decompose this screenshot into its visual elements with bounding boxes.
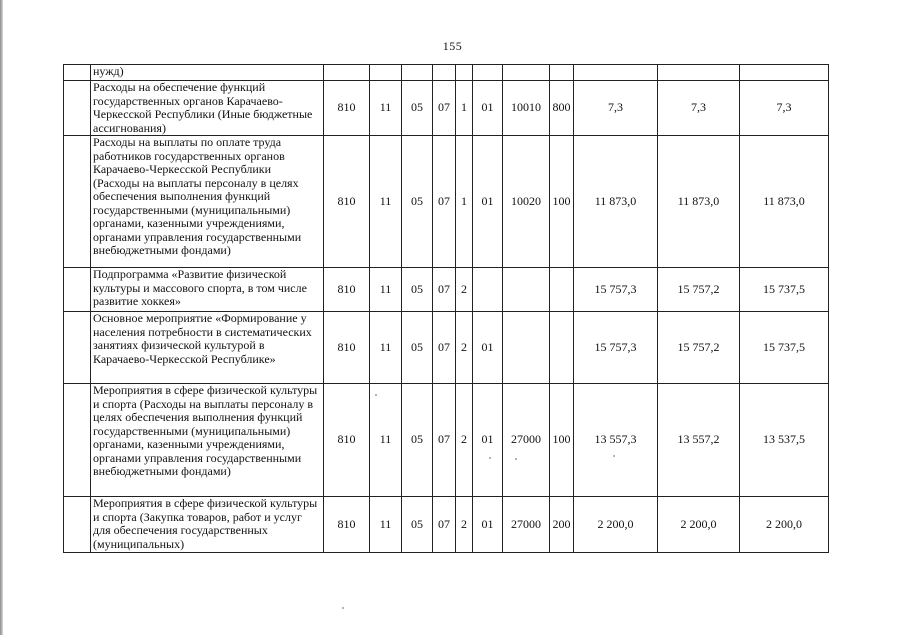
scan-speck	[613, 455, 615, 457]
col-direction-cell	[503, 312, 550, 384]
col-gov-cell: 810	[324, 268, 370, 312]
col-program-cell: 07	[433, 81, 456, 136]
amount-year-1-cell: 15 757,3	[574, 312, 658, 384]
col-gov-cell	[324, 65, 370, 81]
amount-year-1-cell: 11 873,0	[574, 136, 658, 268]
col-section-cell: 11	[370, 384, 402, 497]
col-gov-cell: 810	[324, 81, 370, 136]
amount-year-2-cell	[658, 65, 740, 81]
col-gov-cell: 810	[324, 136, 370, 268]
amount-year-1-cell: 7,3	[574, 81, 658, 136]
col-event-cell: 01	[473, 312, 503, 384]
col-gov-cell: 810	[324, 312, 370, 384]
col-event-cell: 01	[473, 497, 503, 553]
col-program-cell: 07	[433, 268, 456, 312]
col-direction-cell: 27000	[503, 384, 550, 497]
table-row	[64, 136, 829, 268]
amount-year-1-cell: 15 757,3	[574, 268, 658, 312]
col-subprogram-cell: 2	[456, 497, 473, 553]
table-row	[64, 497, 829, 553]
col-direction-cell: 27000	[503, 497, 550, 553]
scan-speck	[375, 394, 377, 396]
col-section-cell	[370, 65, 402, 81]
col-subprogram-cell	[456, 65, 473, 81]
col-event-cell: 01	[473, 136, 503, 268]
amount-year-3-cell	[740, 65, 829, 81]
item-name-cell: Расходы на выплаты по оплате труда работников государственных органов Карачаево-Черкесской Республики (Расходы на выплаты персоналу в целях обеспечения выполнения функций государственными (муниципальными) органами, казенными учреждениями, органами управления государственными внебюджетными фондами)	[91, 136, 324, 268]
amount-year-3-cell: 13 537,5	[740, 384, 829, 497]
amount-year-1-cell: 13 557,3	[574, 384, 658, 497]
table-row	[64, 268, 829, 312]
row-number-cell	[64, 268, 91, 312]
col-subsection-cell: 05	[402, 81, 433, 136]
table-row	[64, 384, 829, 497]
scan-speck	[489, 457, 491, 459]
amount-year-2-cell: 7,3	[658, 81, 740, 136]
col-subprogram-cell: 2	[456, 268, 473, 312]
col-expense-type-cell: 100	[550, 136, 574, 268]
col-subsection-cell	[402, 65, 433, 81]
col-subsection-cell: 05	[402, 384, 433, 497]
col-direction-cell: 10010	[503, 81, 550, 136]
col-subsection-cell: 05	[402, 136, 433, 268]
amount-year-2-cell: 15 757,2	[658, 312, 740, 384]
row-number-cell	[64, 497, 91, 553]
col-expense-type-cell	[550, 268, 574, 312]
col-expense-type-cell: 200	[550, 497, 574, 553]
amount-year-2-cell: 2 200,0	[658, 497, 740, 553]
table-body	[64, 65, 829, 553]
item-name-cell: Мероприятия в сфере физической культуры и спорта (Закупка товаров, работ и услуг для обеспечения государственных (муниципальных)	[91, 497, 324, 553]
item-name-cell: Мероприятия в сфере физической культуры и спорта (Расходы на выплаты персоналу в целях обеспечения выполнения функций государственными (муниципальными) органами, казенными учреждениями, органами управления государственными внебюджетными фондами)	[91, 384, 324, 497]
amount-year-3-cell: 2 200,0	[740, 497, 829, 553]
col-section-cell: 11	[370, 136, 402, 268]
col-expense-type-cell: 800	[550, 81, 574, 136]
col-event-cell: 01	[473, 81, 503, 136]
scan-speck	[342, 607, 344, 609]
item-name-cell: Расходы на обеспечение функций государственных органов Карачаево-Черкесской Республики (Иные бюджетные ассигнования)	[91, 81, 324, 136]
col-section-cell: 11	[370, 312, 402, 384]
col-program-cell: 07	[433, 136, 456, 268]
col-program-cell: 07	[433, 497, 456, 553]
col-subprogram-cell: 2	[456, 384, 473, 497]
amount-year-2-cell: 13 557,2	[658, 384, 740, 497]
item-name-cell: Подпрограмма «Развитие физической культуры и массового спорта, в том числе развитие хоккея»	[91, 268, 324, 312]
table-row	[64, 65, 829, 81]
col-direction-cell	[503, 65, 550, 81]
col-expense-type-cell: 100	[550, 384, 574, 497]
row-number-cell	[64, 312, 91, 384]
col-gov-cell: 810	[324, 497, 370, 553]
amount-year-3-cell: 15 737,5	[740, 268, 829, 312]
page-number: 155	[442, 39, 463, 53]
col-program-cell: 07	[433, 312, 456, 384]
amount-year-1-cell	[574, 65, 658, 81]
col-event-cell	[473, 268, 503, 312]
amount-year-3-cell: 7,3	[740, 81, 829, 136]
col-gov-cell: 810	[324, 384, 370, 497]
col-expense-type-cell	[550, 65, 574, 81]
table-row	[64, 81, 829, 136]
amount-year-2-cell: 15 757,2	[658, 268, 740, 312]
col-direction-cell	[503, 268, 550, 312]
col-event-cell	[473, 65, 503, 81]
row-number-cell	[64, 384, 91, 497]
col-direction-cell: 10020	[503, 136, 550, 268]
col-subprogram-cell: 1	[456, 81, 473, 136]
col-section-cell: 11	[370, 81, 402, 136]
item-name-cell: нужд)	[91, 65, 324, 81]
scan-speck	[515, 458, 517, 460]
row-number-cell	[64, 65, 91, 81]
amount-year-3-cell: 11 873,0	[740, 136, 829, 268]
col-subsection-cell: 05	[402, 312, 433, 384]
col-subsection-cell: 05	[402, 497, 433, 553]
col-event-cell: 01	[473, 384, 503, 497]
col-section-cell: 11	[370, 497, 402, 553]
col-program-cell: 07	[433, 384, 456, 497]
amount-year-2-cell: 11 873,0	[658, 136, 740, 268]
col-subsection-cell: 05	[402, 268, 433, 312]
budget-table	[63, 64, 829, 553]
col-expense-type-cell	[550, 312, 574, 384]
col-subprogram-cell: 1	[456, 136, 473, 268]
amount-year-3-cell: 15 737,5	[740, 312, 829, 384]
col-section-cell: 11	[370, 268, 402, 312]
row-number-cell	[64, 136, 91, 268]
item-name-cell: Основное мероприятие «Формирование у населения потребности в систематических занятиях физической культурой в Карачаево-Черкесской Республике»	[91, 312, 324, 384]
amount-year-1-cell: 2 200,0	[574, 497, 658, 553]
row-number-cell	[64, 81, 91, 136]
col-subprogram-cell: 2	[456, 312, 473, 384]
table-row	[64, 312, 829, 384]
col-program-cell	[433, 65, 456, 81]
scan-edge-shadow	[0, 0, 3, 635]
